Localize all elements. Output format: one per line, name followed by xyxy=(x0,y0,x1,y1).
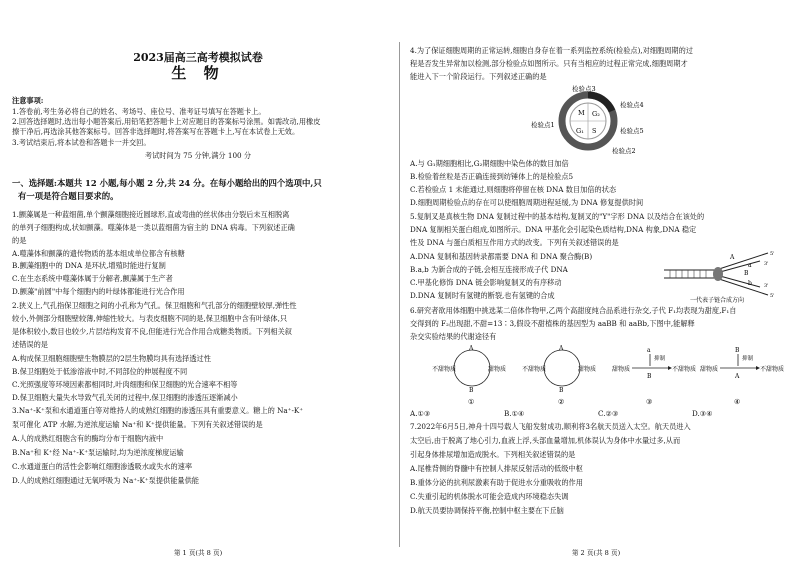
option-text: B.a,b 为新合成的子链,会相互连接形成子代 DNA xyxy=(410,265,568,274)
substance-label: 不甜物质 xyxy=(672,366,696,373)
option-text: B.重体分泌的抗利尿激素有助于促进水分重吸收的作用 xyxy=(410,478,583,487)
question-stem: 较小,外侧部分细胞壁较薄,伸缩性较大。与表皮细胞不同的是,保卫细胞中含有叶绿体,只 xyxy=(12,314,288,323)
option-text: C.甲基化修饰 DNA 链会影响复制叉的有序移动 xyxy=(410,278,562,287)
section-heading: 一、选择题:本题共 12 小题,每小题 2 分,共 24 分。在每小题给出的四个选项中,只 xyxy=(12,178,322,188)
question-stem: 5.复制叉是真核生物 DNA 复制过程中的基本结构,复制叉的"Y"字形 DNA 以及结合在该处的 xyxy=(410,212,705,221)
question-stem: 4.为了保证细胞周期的正常运转,细胞自身存在着一系列监控系统(检验点),对细胞周期的过 xyxy=(410,46,693,55)
replication-fork-diagram xyxy=(660,249,778,303)
phase-label: G₂ xyxy=(592,110,600,118)
checkpoint-label: 检验点4 xyxy=(620,101,644,109)
fork-legend: 一代表子链合成方向 xyxy=(690,297,745,303)
question-stem: 泵可催化 ATP 水解,为逆浓度运输 Na⁺和 K⁺提供能量。下列有关叙述错误的是 xyxy=(12,420,263,429)
question-stem: 的单列子细胞构成,状如颤藻。噬藻体是一类以蓝细菌为宿主的 DNA 病毒。下列叙述正确 xyxy=(12,223,295,232)
phase-label: G₁ xyxy=(576,127,584,135)
dna-strand xyxy=(716,278,768,295)
notes-heading: 注意事项: xyxy=(12,96,44,105)
exam-title: 2023届高三高考模拟试卷 xyxy=(133,51,263,64)
option-text: C.若检验点 1 未能通过,则细胞将停留在核 DNA 数目加倍的状态 xyxy=(410,185,617,194)
pathway-number: ② xyxy=(558,398,565,406)
page-divider xyxy=(399,42,400,547)
fork-label: A xyxy=(730,254,735,261)
note-line: 擦干净后,再选涂其他答案标号。回答非选择题时,将答案写在答题卡上,写在本试卷上无效。 xyxy=(12,127,300,136)
pathway-cycle xyxy=(454,350,490,386)
pathway-number: ① xyxy=(468,398,475,406)
enzyme-label: A xyxy=(735,373,740,380)
question-stem: 7.2022年6月5日,神舟十四号载人飞船发射成功,顺利将3名航天员送入太空。航天员进入 xyxy=(410,422,691,431)
question-stem: 1.颤藻属是一种蓝细菌,单个颤藻细胞接近圆球形,直或弯曲的丝状体由分裂后未互相脱离 xyxy=(12,210,290,219)
left-page xyxy=(12,0,384,562)
option-text: C.在生态系统中噬藻体属于分解者,颤藻属于生产者 xyxy=(12,274,173,283)
substance-label: 甜物质 xyxy=(578,366,597,373)
pathway-2 xyxy=(522,344,606,406)
checkpoint-label: 检验点1 xyxy=(531,121,555,129)
option-text: C.②③ xyxy=(598,409,619,418)
fork-label: B xyxy=(744,270,749,277)
question-stem: 2.狭义上,气孔指保卫细胞之间的小孔称为气孔。保卫细胞和气孔部分的细胞壁较厚,弹性性 xyxy=(12,301,297,310)
section-heading: 有一项是符合题目要求的。 xyxy=(18,191,119,201)
fork-label: 5' xyxy=(770,293,775,299)
enzyme-label: a xyxy=(647,347,651,354)
inhibit-label: 抑制 xyxy=(654,356,666,362)
phase-label: S xyxy=(592,127,597,135)
question-stem: 述错误的是 xyxy=(12,340,48,349)
checkpoint-label: 检验点3 xyxy=(572,85,596,93)
fork-label: 3' xyxy=(764,261,769,267)
option-text: C.水通道蛋白的活性会影响红细胞渗透吸水或失水的速率 xyxy=(12,462,193,471)
note-line: 3.考试结束后,将本试卷和答题卡一并交回。 xyxy=(12,138,151,147)
substance-label: 甜物质 xyxy=(700,366,719,373)
question-stem: 太空后,由于脱离了地心引力,血液上浮,头部血量增加,机体误认为身体中水量过多,从而 xyxy=(410,436,681,445)
option-text: A.尾椎背侧的脊髓中有控制人排尿反射活动的低级中枢 xyxy=(410,464,583,473)
note-line: 2.回答选择题时,选出每小题答案后,用铅笔把答题卡上对应题目的答案标号涂黑。如需改动,用橡皮 xyxy=(12,117,321,126)
cell-cycle-diagram xyxy=(528,83,678,157)
question-stem: DNA 复制相关蛋白组成,如图所示。DNA 甲基化会引起染色质结构,DNA 构象,DNA 稳定 xyxy=(410,225,697,234)
question-stem: 的是 xyxy=(12,236,27,245)
question-stem: 是体积较小,数目也较少,片层结构发育不良,但能进行光合作用合成糖类物质。下列相关叙 xyxy=(12,327,292,336)
substance-label: 甜物质 xyxy=(488,366,507,373)
option-text: A.①③ xyxy=(410,409,431,418)
option-text: D.DNA 复制时有氢键的断裂,也有氢键的合成 xyxy=(410,291,555,300)
substance-label: 不甜物质 xyxy=(432,366,457,373)
enzyme-label: A xyxy=(559,345,564,352)
dna-strand xyxy=(716,253,768,270)
substance-label: 甜物质 xyxy=(612,366,631,373)
pathway-3 xyxy=(612,344,696,406)
option-text: B.①④ xyxy=(504,409,525,418)
page-footer: 第 1 页(共 8 页) xyxy=(173,549,223,557)
substance-label: 不甜物质 xyxy=(522,366,547,373)
question-stem: 引起身体排尿增加造成脱水。下列相关叙述错误的是 xyxy=(410,450,576,459)
enzyme-label: B xyxy=(559,387,564,394)
phase-label: M xyxy=(578,109,585,117)
option-text: D.细胞周期检验点的存在可以使细胞周期进程延缓,为 DNA 修复提供时间 xyxy=(410,198,644,207)
option-text: D.颤藻"前圆"中每个细胞内的叶绿体都能进行光合作用 xyxy=(12,287,185,296)
option-text: B.Na⁺和 K⁺经 Na⁺-K⁺泵运输时,均为逆浓度梯度运输 xyxy=(12,448,184,457)
option-text: A.噬藻体和颤藻的遗传物质的基本组成单位都含有核糖 xyxy=(12,249,185,258)
option-text: B.保卫细胞处于低渗溶液中时,不同部位的伸展程度不同 xyxy=(12,367,188,376)
question-stem: 程是否发生异常加以检测,部分检验点如图所示。只有当相应的过程正常完成,细胞周期才 xyxy=(410,59,688,68)
helicase-enzyme xyxy=(713,267,723,281)
option-text: D.航天员要协调保持平衡,控制中枢主要在下丘脑 xyxy=(410,506,564,515)
fork-label: 3' xyxy=(764,283,769,289)
substance-label: 不甜物质 xyxy=(760,366,784,373)
pathway-4 xyxy=(700,344,784,406)
inhibit-label: 抑制 xyxy=(742,356,754,362)
option-text: A.人的成熟红细胞含有的酶均分布于细胞内液中 xyxy=(12,434,164,443)
question-stem: 杂交实验结果的代谢途径有 xyxy=(410,332,497,341)
option-text: B.颤藻细胞中的 DNA 是环状,增殖时能进行复制 xyxy=(12,261,166,270)
checkpoint-label: 检验点5 xyxy=(620,127,644,135)
pathway-number: ④ xyxy=(734,398,741,406)
enzyme-label: B xyxy=(469,387,474,394)
pathway-1 xyxy=(432,344,516,406)
question-stem: 3.Na⁺-K⁺泵和水通道蛋白等对维持人的成熟红细胞的渗透压具有重要意义。糖上的 Na⁺-K⁺ xyxy=(12,406,304,415)
note-line: 1.答卷前,考生务必将自己的姓名、考场号、座位号、准考证号填写在答题卡上。 xyxy=(12,107,266,116)
subject-title: 生 物 xyxy=(171,64,225,82)
option-text: D.保卫细胞大量失水导致气孔关闭的过程中,保卫细胞的渗透压逐渐减小 xyxy=(12,393,238,402)
option-text: A.DNA 复制和基因转录都需要 DNA 和 DNA 聚合酶(B) xyxy=(410,252,593,261)
fork-label: a xyxy=(748,262,752,269)
option-text: C.失重引起的机体脱水可能会造成内环境稳态失调 xyxy=(410,492,569,501)
fork-label: 5' xyxy=(770,251,775,257)
enzyme-label: B xyxy=(647,373,652,380)
fork-label: b xyxy=(748,280,752,287)
enzyme-label: B xyxy=(735,347,740,354)
checkpoint-label: 检验点2 xyxy=(612,147,636,155)
pathway-number: ③ xyxy=(646,398,653,406)
enzyme-label: A xyxy=(469,345,474,352)
page-footer: 第 2 页(共 8 页) xyxy=(571,549,621,557)
option-text: C.光照强度等环境因素都相同时,叶肉细胞和保卫细胞的光合速率不相等 xyxy=(12,380,238,389)
option-text: A.与 G₁期细胞相比,G₂期细胞中染色体的数目加倍 xyxy=(410,159,569,168)
option-text: A.构成保卫细胞细胞壁生物膜层的2层生物膜均具有选择透过性 xyxy=(12,354,211,363)
exam-time: 考试时间为 75 分钟,满分 100 分 xyxy=(144,151,252,160)
option-text: D.③④ xyxy=(692,409,713,418)
option-text: D.人的成熟红细胞通过无氧呼吸为 Na⁺-K⁺泵提供能量供能 xyxy=(12,476,199,485)
right-page xyxy=(410,0,782,562)
pathway-cycle xyxy=(544,350,580,386)
question-stem: 能进入下一个阶段运行。下列叙述正确的是 xyxy=(410,72,547,81)
question-stem: 交得到的 F₂出现甜,不甜=13∶3,假设不甜植株的基因型为 aaBB 和 aaBb,下图中,能解释 xyxy=(410,319,695,328)
option-text: B.检验着丝粒是否正确连接到纺锤体上的是检验点5 xyxy=(410,172,574,181)
question-stem: 6.研究者欲用体细胞中挑选某二倍体作物甲,乙两个高甜度纯合品系进行杂交,子代 F₁均表现为甜度,F₁自 xyxy=(410,306,737,315)
question-stem: 性及 DNA 与蛋白质相互作用方式的改变。下列有关叙述错误的是 xyxy=(410,238,619,247)
